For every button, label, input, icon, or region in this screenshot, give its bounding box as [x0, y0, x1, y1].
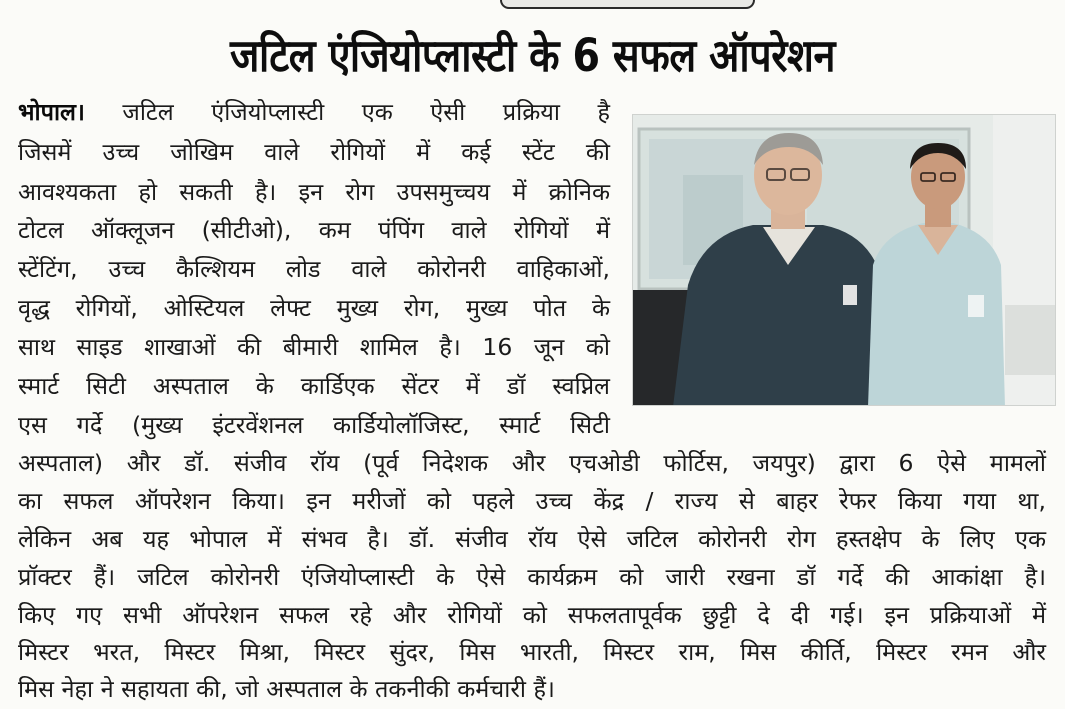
article-line-2: जिसमें उच्च जोखिम वाले रोगियों में कई स्टेंट की: [18, 138, 610, 166]
dateline: भोपाल।: [18, 98, 85, 126]
article-line-3: आवश्यकता हो सकती है। इन रोग उपसमुच्चय में क्रोनिक: [18, 178, 610, 206]
masthead-tab-edge: [500, 0, 755, 9]
doctor-two-badge: [968, 295, 984, 317]
headline: जटिल एंजियोप्लास्टी के 6 सफल ऑपरेशन: [230, 29, 835, 82]
article-line-5: स्टेंटिंग, उच्च कैल्शियम लोड वाले कोरोनरी वाहिकाओं,: [18, 255, 610, 283]
doctors-photo: [632, 114, 1056, 406]
article-line-7: साथ साइड शाखाओं की बीमारी शामिल है। 16 जून को: [18, 333, 610, 361]
article-line-9: एस गर्दे (मुख्य इंटरवेंशनल कार्डियोलॉजिस्ट, स्मार्ट सिटी: [18, 411, 610, 439]
article-line-10: अस्पताल) और डॉ. संजीव रॉय (पूर्व निदेशक और एचओडी फोर्टिस, जयपुर) द्वारा 6 ऐसे मामलों: [18, 449, 1046, 477]
article-line-14: किए गए सभी ऑपरेशन सफल रहे और रोगियों को सफलतापूर्वक छुट्टी दे दी गई। इन प्रक्रियाओं में: [18, 601, 1046, 629]
article-line-1: भोपाल। जटिल एंजियोप्लास्टी एक ऐसी प्रक्रिया है: [18, 98, 610, 126]
article-line-16: मिस नेहा ने सहायता की, जो अस्पताल के तकनीकी कर्मचारी हैं।: [18, 675, 555, 703]
article-line-11: का सफल ऑपरेशन किया। इन मरीजों को पहले उच्च केंद्र / राज्य से बाहर रेफर किया गया था,: [18, 487, 1046, 515]
article-line-8: स्मार्ट सिटी अस्पताल के कार्डिएक सेंटर में डॉ स्वप्निल: [18, 372, 610, 400]
article-line-12: लेकिन अब यह भोपाल में संभव है। डॉ. संजीव रॉय ऐसे जटिल कोरोनरी रोग हस्तक्षेप के लिए एक: [18, 525, 1046, 553]
article-line-4: टोटल ऑक्लूजन (सीटीओ), कम पंपिंग वाले रोगियों में: [18, 216, 610, 244]
doctor-one-badge: [843, 285, 857, 305]
article-line-15: मिस्टर भरत, मिस्टर मिश्रा, मिस्टर सुंदर, मिस भारती, मिस्टर राम, मिस कीर्ति, मिस्टर रमन और: [18, 638, 1046, 666]
article-line-6: वृद्ध रोगियों, ओस्टियल लेफ्ट मुख्य रोग, मुख्य पोत के: [18, 294, 610, 322]
article-line-13: प्रॉक्टर हैं। जटिल कोरोनरी एंजियोप्लास्टी के ऐसे कार्यक्रम को जारी रखना डॉ गर्दे की आकांक्षा है।: [18, 563, 1046, 591]
photo-shelf: [1005, 305, 1056, 375]
doctors-photo-illustration: [633, 115, 1056, 406]
